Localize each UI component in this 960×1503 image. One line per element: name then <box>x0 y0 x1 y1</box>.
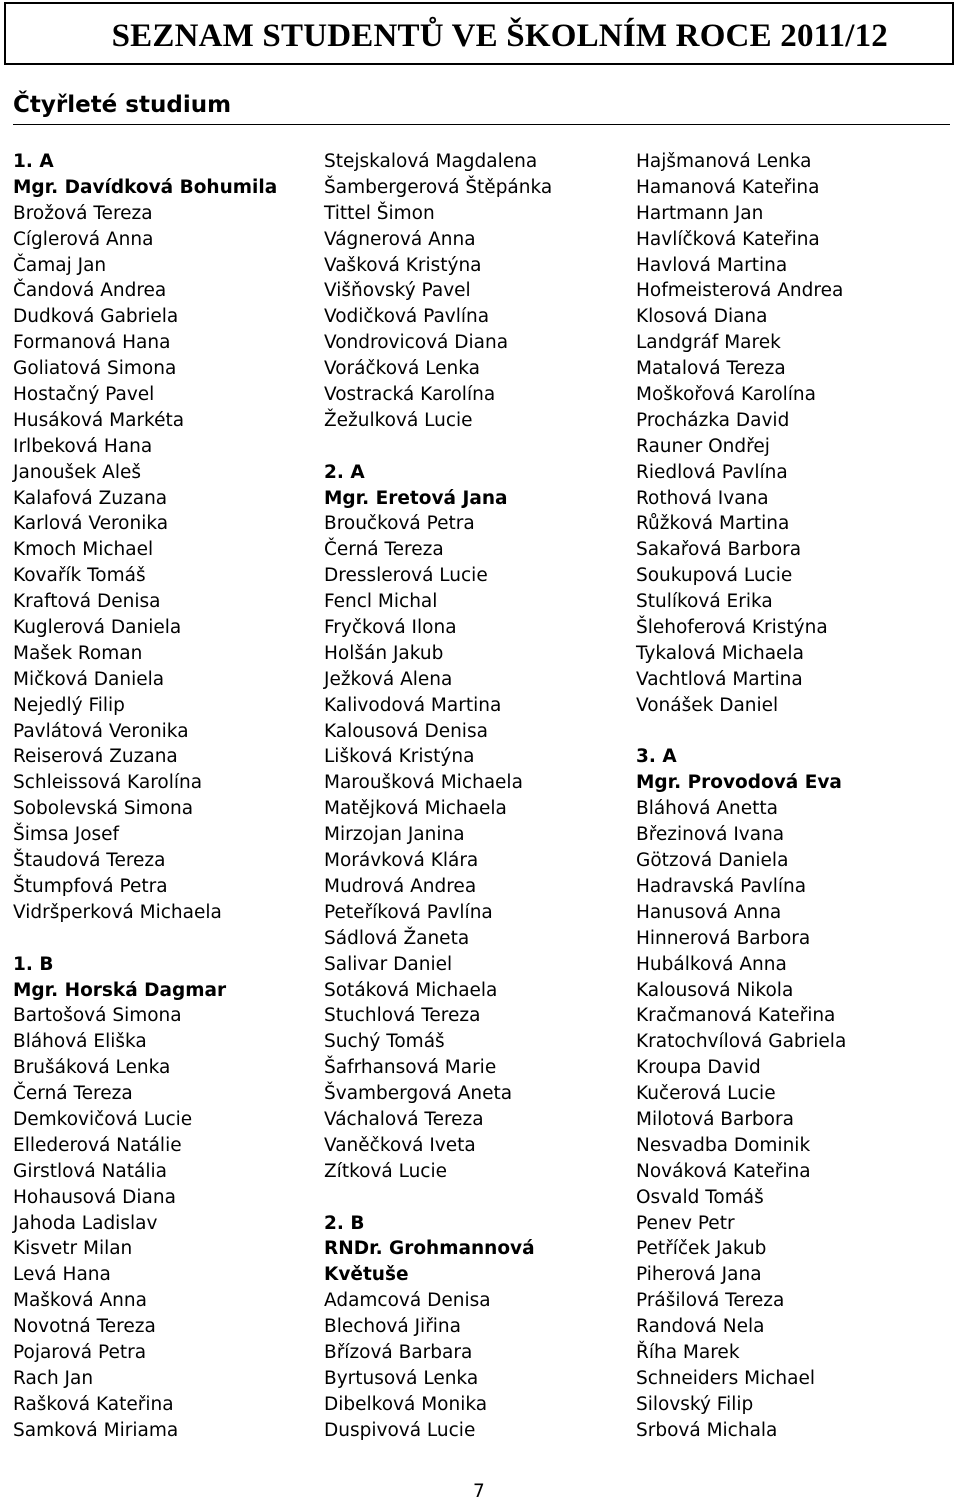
student-name: Mičková Daniela <box>13 668 165 690</box>
student-name: Penev Petr <box>636 1212 735 1234</box>
student-name: Vaněčková Iveta <box>324 1134 476 1156</box>
student-name: Fencl Michal <box>324 591 438 613</box>
title-box <box>4 2 954 65</box>
student-name: Stejskalová Magdalena <box>324 151 538 172</box>
divider <box>13 124 950 125</box>
student-name: Milotová Barbora <box>636 1108 794 1130</box>
spacer <box>324 1185 552 1211</box>
student-name: Byrtusová Lenka <box>324 1367 479 1389</box>
student-name: Suchý Tomáš <box>324 1031 445 1053</box>
class-heading: RNDr. Grohmannová <box>324 1238 535 1260</box>
student-name: Bláhová Anetta <box>636 798 778 820</box>
student-name: Piherová Jana <box>636 1264 762 1286</box>
student-name: Černá Tereza <box>13 1083 133 1105</box>
student-name: Matějková Michaela <box>324 798 507 820</box>
student-name: Rothová Ivana <box>636 487 769 509</box>
student-name: Ježková Alena <box>324 668 453 690</box>
student-name: Dresslerová Lucie <box>324 565 488 587</box>
student-name: Nováková Kateřina <box>636 1160 811 1182</box>
student-name: Husáková Markéta <box>13 409 185 431</box>
student-name: Pavlátová Veronika <box>13 720 189 742</box>
class-heading: 2. A <box>324 461 365 483</box>
student-name: Maroušková Michaela <box>324 772 523 794</box>
student-name: Cíglerová Anna <box>13 228 154 250</box>
student-name: Jahoda Ladislav <box>13 1212 158 1234</box>
student-name: Břízová Barbara <box>324 1341 473 1363</box>
spacer <box>324 434 552 460</box>
student-name: Hubálková Anna <box>636 953 787 975</box>
student-name: Hinnerová Barbora <box>636 927 811 949</box>
student-name: Riedlová Pavlína <box>636 461 788 483</box>
student-name: Březinová Ivana <box>636 824 785 846</box>
student-name: Sotáková Michaela <box>324 979 498 1001</box>
student-name: Vidršperková Michaela <box>13 901 222 923</box>
student-name: Višňovský Pavel <box>324 280 471 302</box>
student-name: Šambergerová Štěpánka <box>324 176 553 198</box>
student-column-2 <box>324 149 552 1444</box>
student-name: Broučková Petra <box>324 513 475 535</box>
student-name: Janoušek Aleš <box>13 461 141 483</box>
student-name: Mirzojan Janina <box>324 824 465 846</box>
student-name: Vondrovicová Diana <box>324 332 509 354</box>
student-name: Bartošová Simona <box>13 1005 182 1027</box>
student-name: Štumpfová Petra <box>13 875 168 897</box>
student-name: Tittel Šimon <box>324 202 435 224</box>
student-name: Kalafová Zuzana <box>13 487 168 509</box>
student-name: Pojarová Petra <box>13 1341 147 1363</box>
student-name: Brušáková Lenka <box>13 1057 171 1079</box>
class-heading: Mgr. Davídková Bohumila <box>13 176 278 198</box>
student-name: Bláhová Eliška <box>13 1031 147 1053</box>
student-name: Růžková Martina <box>636 513 790 535</box>
student-name: Prášilová Tereza <box>636 1290 785 1312</box>
student-name: Osvald Tomáš <box>636 1186 764 1208</box>
student-name: Vonášek Daniel <box>636 694 779 716</box>
student-name: Srbová Michala <box>636 1419 778 1441</box>
student-name: Kalousová Nikola <box>636 979 794 1001</box>
student-name: Levá Hana <box>13 1264 111 1286</box>
student-name: Žežulková Lucie <box>324 409 473 431</box>
student-name: Hanusová Anna <box>636 901 782 923</box>
student-name: Šlehoferová Kristýna <box>636 617 828 639</box>
class-heading: Mgr. Eretová Jana <box>324 487 508 509</box>
student-name: Adamcová Denisa <box>324 1290 491 1312</box>
student-name: Irlbeková Hana <box>13 435 153 457</box>
student-name: Švambergová Aneta <box>324 1083 513 1105</box>
student-name: Stuchlová Tereza <box>324 1005 481 1027</box>
student-name: Kračmanová Kateřina <box>636 1005 836 1027</box>
page-number: 7 <box>473 1481 485 1502</box>
student-name: Havlíčková Kateřina <box>636 228 820 250</box>
section-title: Čtyřleté studium <box>13 92 232 118</box>
student-name: Goliatová Simona <box>13 358 177 380</box>
student-name: Šimsa Josef <box>13 824 120 846</box>
student-name: Hajšmanová Lenka <box>636 151 812 172</box>
student-name: Formanová Hana <box>13 332 171 354</box>
student-name: Říha Marek <box>636 1341 740 1363</box>
class-heading: 3. A <box>636 746 677 768</box>
student-column-3 <box>636 149 846 1444</box>
student-name: Hostačný Pavel <box>13 384 155 406</box>
class-heading: Mgr. Provodová Eva <box>636 772 842 794</box>
student-name: Soukupová Lucie <box>636 565 793 587</box>
student-name: Matalová Tereza <box>636 358 786 380</box>
student-name: Karlová Veronika <box>13 513 169 535</box>
class-heading: 1. A <box>13 151 54 172</box>
spacer <box>13 926 277 952</box>
class-heading: Mgr. Horská Dagmar <box>13 979 227 1001</box>
student-name: Kučerová Lucie <box>636 1083 776 1105</box>
student-name: Vostracká Karolína <box>324 384 496 406</box>
student-name: Nesvadba Dominik <box>636 1134 811 1156</box>
student-name: Schneiders Michael <box>636 1367 815 1389</box>
student-name: Landgráf Marek <box>636 332 781 354</box>
student-name: Kalousová Denisa <box>324 720 488 742</box>
student-name: Sádlová Žaneta <box>324 927 470 949</box>
student-name: Hadravská Pavlína <box>636 875 807 897</box>
student-name: Petříček Jakub <box>636 1238 767 1260</box>
student-name: Blechová Jiřina <box>324 1316 461 1338</box>
student-name: Novotná Tereza <box>13 1316 156 1338</box>
class-heading: 2. B <box>324 1212 365 1234</box>
student-name: Čandová Andrea <box>13 280 167 302</box>
student-name: Sobolevská Simona <box>13 798 194 820</box>
student-name: Duspivová Lucie <box>324 1419 476 1441</box>
student-name: Hamanová Kateřina <box>636 176 820 198</box>
student-name: Vašková Kristýna <box>324 254 482 276</box>
student-name: Rauner Ondřej <box>636 435 770 457</box>
student-name: Sakařová Barbora <box>636 539 802 561</box>
student-name: Šafrhansová Marie <box>324 1057 497 1079</box>
student-name: Procházka David <box>636 409 790 431</box>
student-name: Mašková Anna <box>13 1290 147 1312</box>
student-name: Samková Miriama <box>13 1419 179 1441</box>
student-name: Rach Jan <box>13 1367 94 1389</box>
student-name: Hofmeisterová Andrea <box>636 280 844 302</box>
student-name: Dibelková Monika <box>324 1393 488 1415</box>
student-name: Kraftová Denisa <box>13 591 161 613</box>
student-name: Ellederová Natálie <box>13 1134 182 1156</box>
student-name: Fryčková Ilona <box>324 617 457 639</box>
student-name: Brožová Tereza <box>13 202 153 224</box>
spacer <box>636 719 846 745</box>
student-name: Hartmann Jan <box>636 202 764 224</box>
student-name: Čamaj Jan <box>13 254 107 276</box>
student-name: Kratochvílová Gabriela <box>636 1031 847 1053</box>
student-name: Voráčková Lenka <box>324 358 481 380</box>
student-name: Kalivodová Martina <box>324 694 502 716</box>
student-name: Lišková Kristýna <box>324 746 475 768</box>
student-name: Randová Nela <box>636 1316 765 1338</box>
student-name: Reiserová Zuzana <box>13 746 178 768</box>
class-heading: Květuše <box>324 1264 409 1286</box>
student-name: Havlová Martina <box>636 254 788 276</box>
student-name: Götzová Daniela <box>636 850 789 872</box>
student-name: Vodičková Pavlína <box>324 306 490 328</box>
student-name: Holšán Jakub <box>324 642 444 664</box>
student-name: Kmoch Michael <box>13 539 154 561</box>
student-name: Dudková Gabriela <box>13 306 179 328</box>
student-name: Mašek Roman <box>13 642 143 664</box>
student-name: Silovský Filip <box>636 1393 754 1415</box>
student-name: Moškořová Karolína <box>636 384 816 406</box>
student-name: Mudrová Andrea <box>324 875 477 897</box>
student-name: Rašková Kateřina <box>13 1393 174 1415</box>
student-name: Klosová Diana <box>636 306 768 328</box>
student-name: Demkovičová Lucie <box>13 1108 193 1130</box>
student-name: Kuglerová Daniela <box>13 617 182 639</box>
student-name: Girstlová Natália <box>13 1160 167 1182</box>
student-name: Tykalová Michaela <box>636 642 804 664</box>
student-name: Hohausová Diana <box>13 1186 176 1208</box>
page-title: SEZNAM STUDENTŮ VE ŠKOLNÍM ROCE 2011/12 <box>111 18 888 54</box>
student-name: Vágnerová Anna <box>324 228 476 250</box>
class-heading: 1. B <box>13 953 54 975</box>
student-name: Schleissová Karolína <box>13 772 203 794</box>
student-name: Štaudová Tereza <box>13 850 166 872</box>
student-name: Váchalová Tereza <box>324 1108 484 1130</box>
student-name: Kovařík Tomáš <box>13 565 146 587</box>
student-name: Morávková Klára <box>324 850 479 872</box>
student-name: Peteříková Pavlína <box>324 901 493 923</box>
student-name: Kisvetr Milan <box>13 1238 133 1260</box>
student-name: Stulíková Erika <box>636 591 773 613</box>
student-name: Salivar Daniel <box>324 953 453 975</box>
student-name: Nejedlý Filip <box>13 694 125 716</box>
student-name: Černá Tereza <box>324 539 444 561</box>
student-column-1 <box>13 149 277 1444</box>
student-name: Kroupa David <box>636 1057 761 1079</box>
student-name: Zítková Lucie <box>324 1160 448 1182</box>
student-name: Vachtlová Martina <box>636 668 803 690</box>
